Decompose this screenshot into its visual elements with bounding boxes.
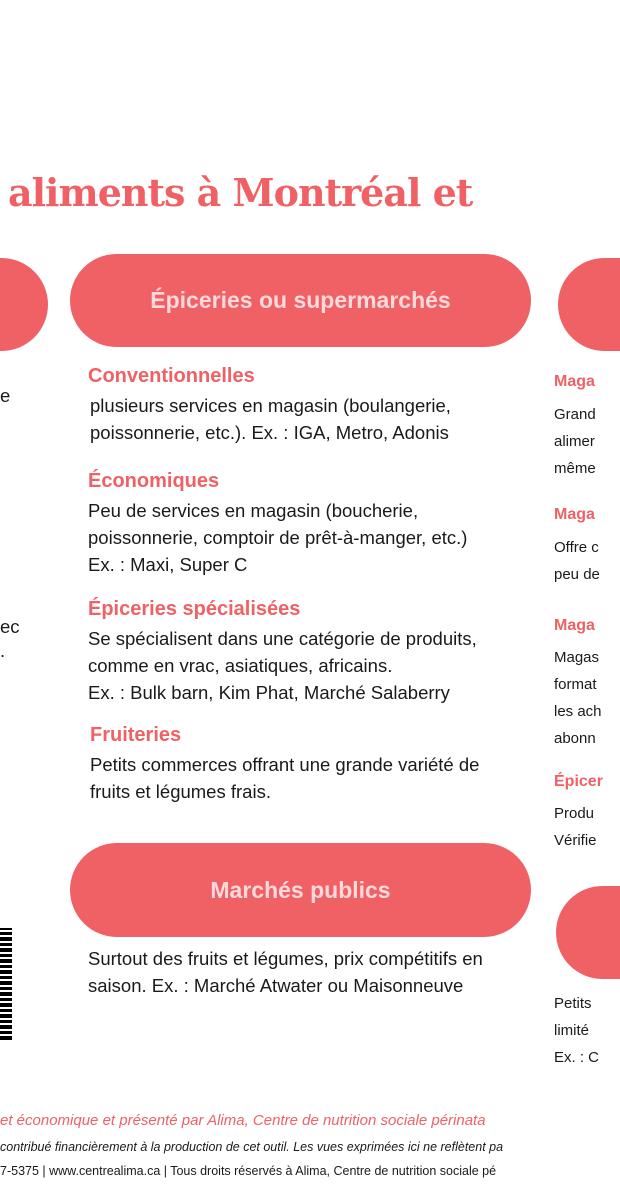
section-text: Petits [554, 995, 592, 1012]
section-text: limité [554, 1022, 590, 1039]
pill-epiceries: Épiceries ou supermarchés [70, 254, 531, 347]
section-heading: Épiceries spécialisées [88, 598, 301, 620]
right-bottom-pill [556, 886, 620, 979]
section-heading: Maga [554, 506, 595, 523]
section-text: Surtout des fruits et légumes, prix compétitifs en [88, 948, 483, 969]
left-category-pill [0, 258, 48, 351]
section-text: Ex. : C [554, 1049, 600, 1066]
section-text: Petits commerces offrant une grande variété de [90, 754, 480, 775]
section-text: Ex. : Maxi, Super C [88, 554, 248, 575]
section-heading: Maga [554, 617, 595, 634]
qr-code [0, 928, 12, 1040]
section-text: Offre c [554, 539, 599, 556]
section-text: fruits et légumes frais. [90, 781, 271, 802]
section-text: comme en vrac, asiatiques, africains. [88, 655, 393, 676]
section-text: saison. Ex. : Marché Atwater ou Maisonneuve [88, 975, 464, 996]
section-text: plusieurs services en magasin (boulangerie, [90, 395, 451, 416]
section-text: Vérifie [554, 832, 597, 849]
left-fragment: . [0, 640, 6, 661]
section-text: Se spécialisent dans une catégorie de produits, [88, 628, 477, 649]
footer-funding: contribué financièrement à la production de cet outil. Les vues exprimées ici ne reflètent pa [0, 1140, 504, 1154]
section-text: Grand [554, 406, 596, 423]
section-text: abonn [554, 730, 596, 747]
section-text: Ex. : Bulk barn, Kim Phat, Marché Salaberry [88, 682, 450, 703]
section-text: peu de [554, 566, 600, 583]
section-heading: Conventionnelles [88, 365, 255, 387]
page-title: aliments à Montréal et [8, 170, 473, 215]
section-text: format [554, 676, 597, 693]
section-heading: Maga [554, 373, 595, 390]
section-heading: Épicer [554, 773, 603, 790]
section-heading: Fruiteries [90, 724, 182, 746]
right-category-pill [558, 258, 620, 351]
section-text: Peu de services en magasin (boucherie, [88, 500, 419, 521]
footer-credit: et économique et présenté par Alima, Centre de nutrition sociale périnata [0, 1112, 486, 1129]
section-text: poissonnerie, comptoir de prêt-à-manger, etc.) [88, 527, 468, 548]
left-fragment: ec [0, 616, 20, 637]
section-text: poissonnerie, etc.). Ex. : IGA, Metro, Adonis [90, 422, 449, 443]
section-text: alimer [554, 433, 595, 450]
left-fragment: e [0, 385, 11, 406]
pill-marches-publics: Marchés publics [70, 843, 531, 937]
footer-contact: 7-5375 | www.centrealima.ca | Tous droits réservés à Alima, Centre de nutrition sociale pé [0, 1164, 497, 1178]
section-text: même [554, 460, 596, 477]
section-heading: Économiques [88, 470, 220, 492]
section-text: les ach [554, 703, 602, 720]
section-text: Produ [554, 805, 595, 822]
section-text: Magas [554, 649, 600, 666]
